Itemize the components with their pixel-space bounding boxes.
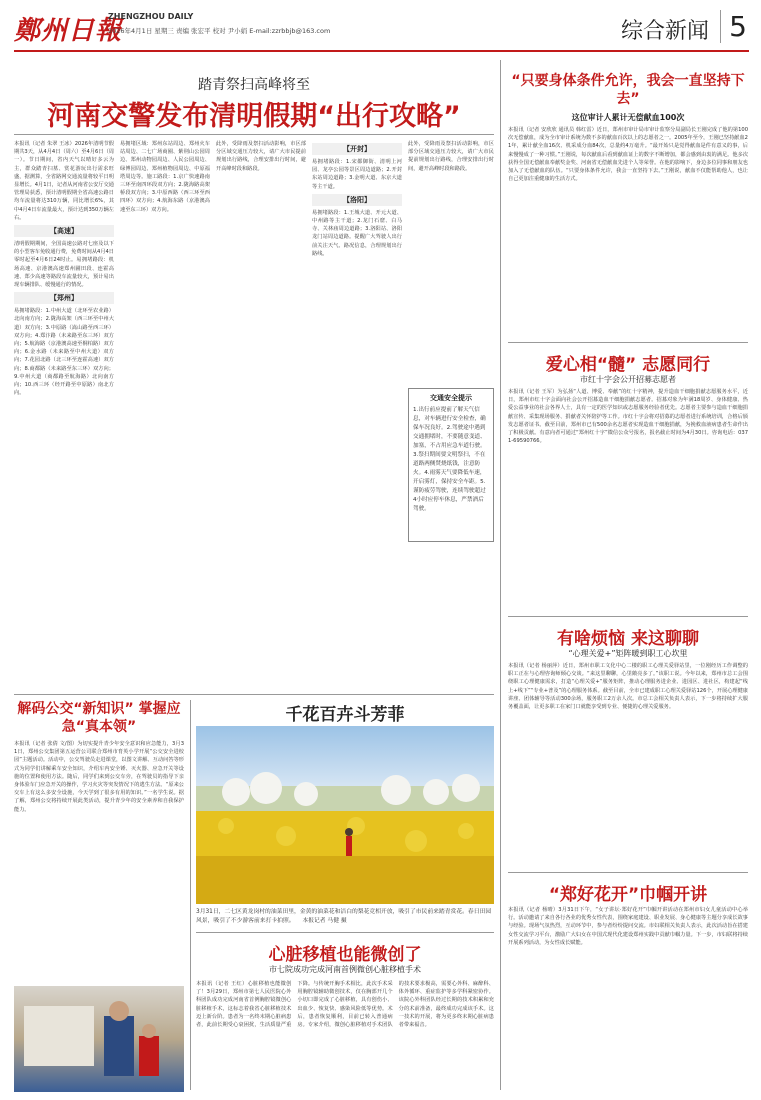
article1-headline: 河南交警发布清明假期“出行攻略”: [47, 101, 461, 132]
article1-col4: [312, 140, 402, 688]
article3-headline: 爱心相“髓” 志愿同行: [545, 355, 711, 375]
article1-p4: 此外，受降雨及祭扫活动影响，市区部分区域交通压力较大，请广大市民提前规划出行路线，合理安排出行时间，避开高峰时段和路段。: [216, 141, 306, 172]
page-header: [14, 8, 749, 52]
section-title: 综合新闻: [620, 19, 709, 44]
article2-text: 本报讯（记者 安欣欣 通讯员 韩红雷）近日，郑州市审计局市审计监察分局副局长王刚完成了他的第100次无偿献血，成为全市审计系统为数不多的献血百次以上的志愿者之一。2005年至今，王刚已坚持献血21年，累计献全血16次、机采成分血84次，总量约4万毫升。“最开始只是觉得献血是件有意义的事，后来慢慢成了一种习惯。”王刚说，每次献血后看到献血证上的数字不断增加，都会感到由衷的满足。他多次获得全国无偿献血奉献奖金奖、河南省无偿献血先进个人等荣誉。在他的影响下，身边多位同事和朋友也加入了无偿献血的队伍。“只要身体条件允许，我会一直坚持下去。”王刚说，献血不仅能帮助他人，也让自己更加注重健康的生活方式。: [508, 127, 748, 183]
tips-body: 1.出行前应提前了解天气信息，对车辆进行安全检查，确保车况良好。2.驾驶途中遇到交通拥堵时，不要随意变道、加塞，不占用应急车道行驶。3.祭扫期间要文明祭扫，不在道路两侧焚烧纸钱，注意防火。4.雨雾天气要降低车速，开启雾灯，保持安全车距。5.谨防疲劳驾驶，连续驾驶超过4小时应停车休息，严禁酒后驾驶。: [413, 407, 486, 512]
article1-p3: 易拥堵区域：郑州东站周边、郑州火车站周边、二七广场商圈、紫荆山公园周边、郑州动物园周边、人民公园周边、绿博园周边、郑州植物园周边、中原福塔周边等。施工路段：1.京广快速路南三环至南四环段双方向；2.陇海路高架桥段双方向；3.中原西路（西三环至西四环）双方向；4.航海东路（京港澳高速至东三环）双方向。: [120, 141, 210, 213]
article4-text: 本报讯（记者 杨丽萍）近日，郑州市职工文化中心二楼的职工心理关爱驿站里，一位刚经历工作调整的职工正在与心理咨询师倾心交谈。“来这里聊聊，心里敞亮多了。”该职工说。今年以来，郑州市总工会围绕职工心理健康需求，打造“心理关爱+”服务矩阵，推动心理服务进企业、进园区、进社区，构建起“线上+线下”“专业+普及”的心理服务体系。截至目前，全市已建成职工心理关爱驿站126个，开展心理健康讲座、团体辅导等活动300余场，服务职工2万余人次。市总工会相关负责人表示，下一步将持续扩大服务覆盖面，让更多职工在家门口就能享受到专业、便捷的心理关爱服务。: [508, 663, 748, 711]
article5-headline: “郑好花开”巾帼开讲: [548, 885, 708, 905]
article4-subhead: “心理关爱+”矩阵暖到职工心坎里: [568, 649, 688, 658]
page-number: 5: [720, 10, 747, 43]
article1-p6-cont: 此外，受降雨及祭扫活动影响，市区部分区域交通压力较大，请广大市民提前规划出行路线，合理安排出行时间，避开高峰时段和路段。: [408, 141, 494, 172]
article1-col2: [120, 140, 210, 688]
article4-body: [508, 662, 748, 866]
article1-p2: 易拥堵路段：1.中州大道（北环至农业路）北向南方向；2.陇海高架（西三环至中州大道）双方向；3.中原路（嵩山路至西三环）双方向；4.郑汴路（未来路至东三环）双方向；5.航海路（京港澳高速至桐柏路）双方向；6.金水路（未来路至中州大道）双方向；7.花园北路（北三环至连霍高速）双方向；8.商都路（未来路至东三环）双方向；9.中州大道（商都路至航海路）北向南方向；10.西三环（经开路至中原路）南北方向。: [14, 308, 114, 397]
subhead-luoyang: 【洛阳】: [312, 194, 402, 206]
traffic-safety-tips-box: [408, 388, 494, 542]
article7-text: 本报讯（记者 王红）心脏移植也能微创了！3月29日，郑州市第七人民医院心外科团队成功完成河南省首例胸腔镜微创心脏移植手术，这标志着我省心脏移植技术迈上新台阶。患者为一名终末期心脏病患者，此前长期受心衰困扰，生活质量严重下降。与传统开胸手术相比，此次手术采用胸腔镜辅助微创技术，仅在胸部开几个小切口即完成了心脏移植，具有创伤小、出血少、恢复快、感染风险低等优势。术后，患者恢复顺利，目前已转入普通病房。专家介绍，微创心脏移植对手术团队的技术要求极高，需要心外科、麻醉科、体外循环、重症监护等多学科紧密协作。该院心外科团队经过长期的技术积累和充分的术前准备，最终成功完成该手术。这一技术的开展，将为更多终末期心脏病患者带来福音。: [196, 981, 494, 1029]
article2-headline: “只要身体条件允许，我会一直坚持下去”: [511, 73, 745, 107]
article4-headline: 有啥烦恼 来这聊聊: [557, 629, 699, 649]
photo1-headline: 千花百卉斗芳菲: [285, 705, 405, 725]
article1-col1: [14, 140, 114, 688]
article5-text: 本报讯（记者 杨晴）3月31日下午，“女子讲坛·郑好花开”巾帼开讲活动在郑州市妇女儿童活动中心举行。活动邀请了来自各行各业的优秀女性代表，围绕家庭建设、职业发展、身心健康等主题分享成长故事与经验。现场气氛热烈，互动环节中，参与者纷纷提问交流。市妇联相关负责人表示，此次活动旨在搭建女性交流学习平台，激励广大妇女在中国式现代化建设郑州实践中贡献巾帼力量。下一步，市妇联将持续开展系列活动，为女性成长赋能。: [508, 907, 748, 946]
article7-headline: 心脏移植也能微创了: [268, 945, 422, 965]
article3-text: 本报讯（记者 王军）为弘扬“人道、博爱、奉献”的红十字精神，提升造血干细胞捐献志愿服务水平，近日，郑州市红十字会面向社会公开招募造血干细胞捐献志愿者。招募对象为年满18周岁、身体健康、热爱公益事业的社会各界人士，具有一定的医学知识或志愿服务经验者优先。志愿者主要参与造血干细胞捐献宣传、采集现场服务、捐献者关怀陪护等工作。市红十字会将对招募的志愿者进行系统培训，合格后颁发志愿者证书。截至目前，郑州市已有500余名志愿者实现造血干细胞捐献，为挽救血液病患者生命作出了积极贡献。有意向者可通过“郑州红十字”微信公众号报名，报名截止时间为4月30日。咨询电话：0371-69590766。: [508, 389, 748, 445]
article7-subhead: 市七院成功完成河南首例微创心脏移植手术: [269, 965, 421, 974]
article1-p5: 易拥堵路段：1.宋都御街、清明上河园、龙亭公园等景区周边道路；2.开封东站周边道路；3.金明大道、东京大道等主干道。: [312, 159, 402, 190]
masthead-logo: 鄭州日報: [14, 16, 123, 46]
article6-text: 本报讯（记者 张倩 文/图）为切实提升青少年安全意识和应急能力，3月31日，郑州公交集团第五运营公司联合郑州市育英小学开展“公交安全进校园”主题活动。活动中，公交驾驶员走进课堂，以图文讲解、互动问答等形式为同学们讲解乘车安全知识，介绍车内安全锤、灭火器、应急开关等设施的位置和使用方法。随后，同学们来到公交车旁，在驾驶员的指导下亲身体验车门应急开关的操作，学习火灾等突发情况下的逃生方法。“原来公交车上有这么多安全设施，今天学到了很多有用的知识。”一名学生说。据了解，郑州公交将持续开展此类活动，提升青少年的安全素养和自我保护能力。: [14, 741, 184, 813]
article1-p6: 易拥堵路段：1.王城大道、开元大道、中州路等主干道；2.龙门石窟、白马寺、关林庙周边道路；3.洛阳站、洛阳龙门站周边道路。提醒广大驾驶人出行前关注天气、路况信息，合理规划出行路线。: [312, 209, 402, 257]
bus-safety-photo: [14, 986, 184, 1092]
flower-field-photo: [196, 726, 494, 904]
article6-headline: 解码公交“新知识” 掌握应急“真本领”: [17, 701, 181, 735]
masthead-english: ZHENGZHOU DAILY: [108, 12, 194, 21]
subhead-highway: 【高速】: [14, 225, 114, 237]
subhead-kaifeng: 【开封】: [312, 143, 402, 155]
article1-col3: [216, 140, 306, 688]
photo1-caption: [196, 908, 494, 926]
subhead-zhengzhou: 【郑州】: [14, 292, 114, 304]
article1-lead: 本报讯（记者 朱翠 王冰）2026年清明节假期共3天，从4月4日（周六）至4月6日（周一）。节日期间，省内天气以晴好多云为主，群众踏青扫墓、赏花游玩出行需求旺盛，据测算，全省路网交通流量将较平日明显增长。4月1日，记者从河南省公安厅交通管理局获悉，预计清明假期全省高速公路日均车流量将达310万辆，同比增长6%，其中4月4日车流量最大，预计达到350万辆左右。: [14, 141, 114, 221]
article2-body: [508, 126, 748, 336]
tips-title: 交通安全提示: [430, 394, 472, 402]
photo1-credit: 本报记者 马健 摄: [302, 918, 347, 924]
article1-kicker: 踏青祭扫高峰将至: [198, 77, 310, 93]
dateline: 2026年4月1日 星期三 责编 张宏平 校对 尹小娟 E-mail:zzrbbjb@163.com: [108, 27, 331, 35]
article2-subhead: 这位审计人累计无偿献血100次: [571, 113, 685, 122]
article6-body: [14, 740, 184, 980]
article7-body: [196, 980, 494, 1092]
article1-col5: [408, 140, 494, 380]
article3-subhead: 市红十字会公开招募志愿者: [580, 375, 676, 384]
photo1-caption-text: 3月31日，二七区黄龙岗村的油菜田里，金黄的油菜花和洁白的梨花竞相开放，吸引了市民前来踏青赏花。春日田园风景，吸引了不少游客前来打卡拍照。: [196, 909, 492, 924]
article5-body: [508, 906, 748, 1092]
article1-p1: 清明假期期间，全国高速公路对七座及以下的小型客车免收通行费，免费时间从4月4日零时起至4月6日24时止。易拥堵路段：机场高速、京港澳高速郑州圃田段、连霍高速、郑少高速等路段车流量较大，预计易出现车辆排队、缓慢通行的情况。: [14, 241, 114, 289]
article3-body: [508, 388, 748, 608]
